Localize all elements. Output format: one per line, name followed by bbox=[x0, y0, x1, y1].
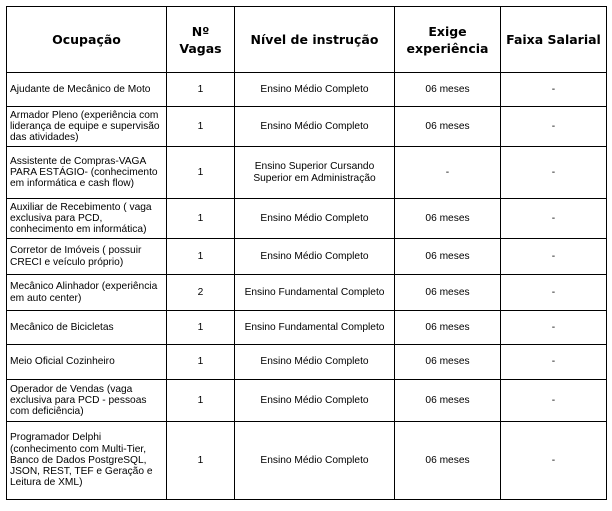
cell-education: Ensino Médio Completo bbox=[235, 73, 395, 107]
cell-education: Ensino Médio Completo bbox=[235, 199, 395, 239]
table-row bbox=[7, 107, 607, 147]
header-vacancies bbox=[167, 7, 235, 73]
cell-occupation: Mecânico de Bicicletas bbox=[7, 311, 167, 345]
header-experience-line1: Exige bbox=[428, 23, 467, 39]
cell-vacancies: 1 bbox=[167, 380, 235, 422]
header-education: Nível de instrução bbox=[235, 7, 395, 73]
cell-experience: 06 meses bbox=[395, 275, 501, 311]
cell-education: Ensino Médio Completo bbox=[235, 107, 395, 147]
header-salary: Faixa Salarial bbox=[501, 7, 607, 73]
cell-occupation: Auxiliar de Recebimento ( vaga exclusiva para PCD, conhecimento em informática) bbox=[7, 199, 167, 239]
table-row bbox=[7, 199, 607, 239]
cell-experience: 06 meses bbox=[395, 199, 501, 239]
cell-occupation: Assistente de Compras-VAGA PARA ESTÁGIO- (conhecimento em informática e cash flow) bbox=[7, 147, 167, 199]
table-row bbox=[7, 239, 607, 275]
cell-experience: 06 meses bbox=[395, 380, 501, 422]
cell-vacancies: 2 bbox=[167, 275, 235, 311]
cell-experience: 06 meses bbox=[395, 73, 501, 107]
cell-salary: - bbox=[501, 422, 607, 500]
cell-vacancies: 1 bbox=[167, 345, 235, 380]
cell-education: Ensino Fundamental Completo bbox=[235, 311, 395, 345]
cell-education: Ensino Fundamental Completo bbox=[235, 275, 395, 311]
table-row bbox=[7, 422, 607, 500]
cell-vacancies: 1 bbox=[167, 422, 235, 500]
cell-salary: - bbox=[501, 73, 607, 107]
cell-experience: 06 meses bbox=[395, 311, 501, 345]
header-experience-line2: experiência bbox=[406, 40, 489, 56]
cell-salary: - bbox=[501, 311, 607, 345]
cell-occupation: Meio Oficial Cozinheiro bbox=[7, 345, 167, 380]
cell-occupation: Ajudante de Mecânico de Moto bbox=[7, 73, 167, 107]
table-row bbox=[7, 147, 607, 199]
cell-experience: 06 meses bbox=[395, 422, 501, 500]
cell-experience: 06 meses bbox=[395, 239, 501, 275]
table-row bbox=[7, 275, 607, 311]
cell-education: Ensino Médio Completo bbox=[235, 380, 395, 422]
cell-occupation: Mecânico Alinhador (experiência em auto center) bbox=[7, 275, 167, 311]
table-row bbox=[7, 345, 607, 380]
table-row bbox=[7, 73, 607, 107]
table-row bbox=[7, 311, 607, 345]
cell-salary: - bbox=[501, 147, 607, 199]
cell-education: Ensino Superior Cursando Superior em Administração bbox=[235, 147, 395, 199]
cell-occupation: Programador Delphi (conhecimento com Multi-Tier, Banco de Dados PostgreSQL, JSON, REST, TEF e Geração e Leitura de XML) bbox=[7, 422, 167, 500]
cell-salary: - bbox=[501, 345, 607, 380]
cell-salary: - bbox=[501, 199, 607, 239]
cell-vacancies: 1 bbox=[167, 199, 235, 239]
cell-vacancies: 1 bbox=[167, 147, 235, 199]
header-vacancies-line1: Nº bbox=[191, 23, 210, 39]
cell-education: Ensino Médio Completo bbox=[235, 345, 395, 380]
cell-salary: - bbox=[501, 107, 607, 147]
table-row bbox=[7, 380, 607, 422]
cell-occupation: Operador de Vendas (vaga exclusiva para PCD - pessoas com deficiência) bbox=[7, 380, 167, 422]
cell-salary: - bbox=[501, 380, 607, 422]
cell-salary: - bbox=[501, 239, 607, 275]
cell-vacancies: 1 bbox=[167, 311, 235, 345]
job-vacancies-table bbox=[6, 6, 607, 500]
cell-education: Ensino Médio Completo bbox=[235, 239, 395, 275]
cell-vacancies: 1 bbox=[167, 239, 235, 275]
table-header-row bbox=[7, 7, 607, 73]
cell-experience: 06 meses bbox=[395, 345, 501, 380]
header-experience bbox=[395, 7, 501, 73]
header-occupation: Ocupação bbox=[7, 7, 167, 73]
cell-experience: - bbox=[395, 147, 501, 199]
cell-education: Ensino Médio Completo bbox=[235, 422, 395, 500]
cell-occupation: Corretor de Imóveis ( possuir CRECI e veículo próprio) bbox=[7, 239, 167, 275]
cell-salary: - bbox=[501, 275, 607, 311]
cell-vacancies: 1 bbox=[167, 73, 235, 107]
cell-occupation: Armador Pleno (experiência com liderança de equipe e supervisão das atividades) bbox=[7, 107, 167, 147]
cell-experience: 06 meses bbox=[395, 107, 501, 147]
cell-vacancies: 1 bbox=[167, 107, 235, 147]
header-vacancies-line2: Vagas bbox=[179, 40, 222, 56]
